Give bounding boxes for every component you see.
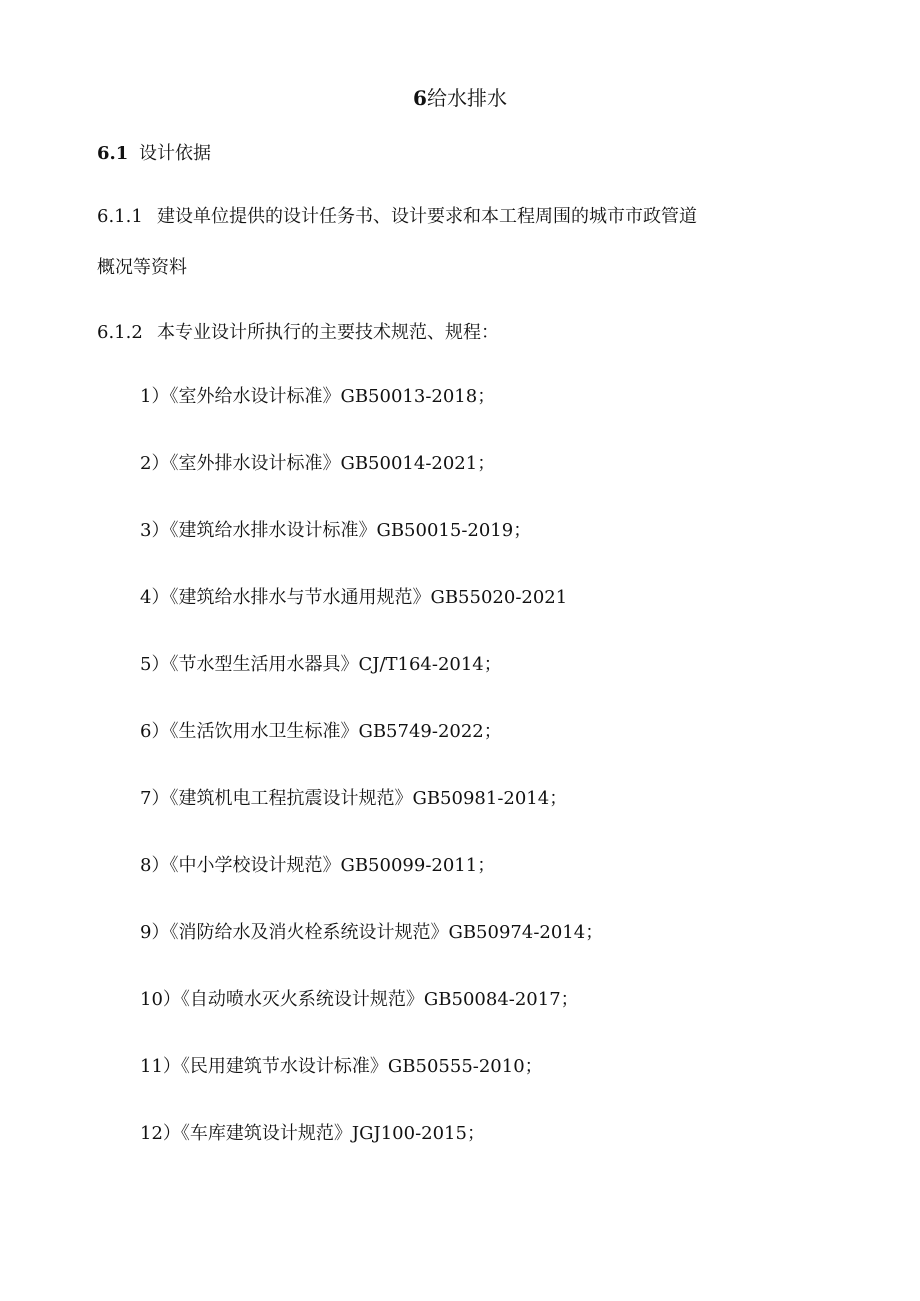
- standard-item: 5）《节水型生活用水器具》CJ/T164-2014；: [140, 654, 502, 675]
- standard-item: 3）《建筑给水排水设计标准》GB50015-2019；: [140, 520, 532, 541]
- clause-6-1-1: [97, 204, 697, 230]
- chapter-number: 6: [413, 86, 427, 110]
- section-title: 设计依据: [139, 143, 211, 164]
- standard-item: 11）《民用建筑节水设计标准》GB50555-2010；: [140, 1056, 543, 1077]
- section-number: 6.1: [97, 143, 129, 164]
- standard-item: 2）《室外排水设计标准》GB50014-2021；: [140, 453, 496, 474]
- standard-item: 4）《建筑给水排水与节水通用规范》GB55020-2021: [140, 587, 568, 608]
- clause-6-1-2: [97, 320, 499, 346]
- standard-item: 10）《自动喷水灭火系统设计规范》GB50084-2017；: [140, 989, 579, 1010]
- standard-item: 8）《中小学校设计规范》GB50099-2011；: [140, 855, 496, 876]
- clause-number: 6.1.1: [97, 206, 143, 227]
- chapter-heading: [0, 84, 920, 112]
- section-heading: [97, 141, 211, 167]
- clause-text: 建设单位提供的设计任务书、设计要求和本工程周围的城市市政管道: [157, 206, 697, 227]
- standard-item: 6）《生活饮用水卫生标准》GB5749-2022；: [140, 721, 502, 742]
- clause-text: 本专业设计所执行的主要技术规范、规程：: [157, 322, 499, 343]
- standard-item: 7）《建筑机电工程抗震设计规范》GB50981-2014；: [140, 788, 568, 809]
- chapter-title: 给水排水: [426, 86, 507, 110]
- clause-number: 6.1.2: [97, 322, 143, 343]
- standard-item: 1）《室外给水设计标准》GB50013-2018；: [140, 386, 496, 407]
- standard-item: 12）《车库建筑设计规范》JGJ100-2015；: [140, 1123, 485, 1144]
- standard-item: 9）《消防给水及消火栓系统设计规范》GB50974-2014；: [140, 922, 604, 943]
- clause-6-1-1-continuation: 概况等资料: [97, 257, 187, 278]
